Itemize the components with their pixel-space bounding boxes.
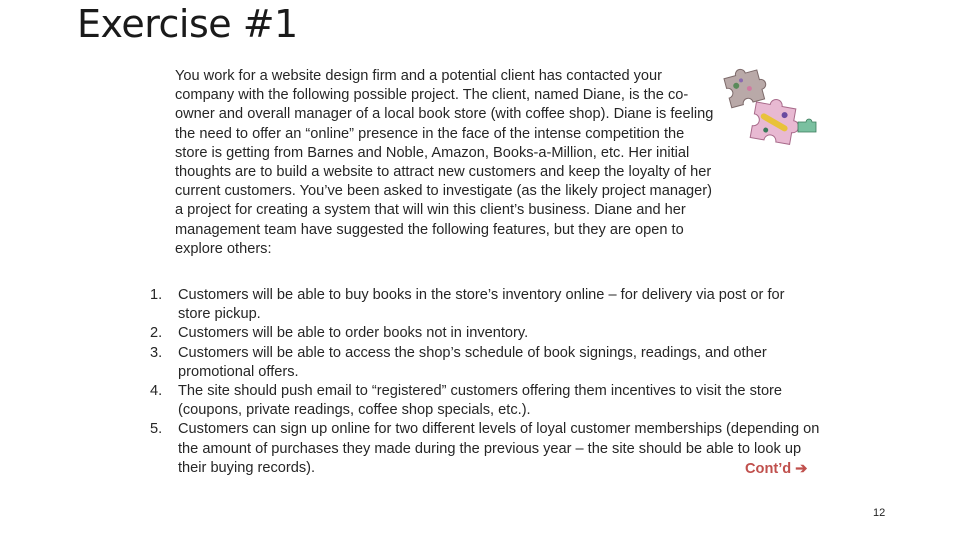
right-arrow-icon: ➔ <box>795 461 808 477</box>
list-item <box>150 324 820 343</box>
list-item <box>150 382 820 420</box>
list-item-number: 3. <box>150 344 163 361</box>
feature-list <box>150 286 820 478</box>
list-item-text: Customers will be able to buy books in the store’s inventory online – for delivery via post or for store pickup. <box>178 287 785 323</box>
list-item-number: 2. <box>150 325 163 342</box>
list-item <box>150 420 820 478</box>
list-item-text: Customers will be able to order books not in inventory. <box>178 325 529 342</box>
slide-title: Exercise #1 <box>77 2 298 46</box>
continued-label <box>745 460 807 477</box>
list-item-text: The site should push email to “registered” customers offering them incentives to visit the store (coupons, private readings, coffee shop specials, etc.). <box>178 383 783 419</box>
page-number: 12 <box>873 507 886 519</box>
list-item-number: 1. <box>150 287 163 303</box>
list-item <box>150 286 820 324</box>
list-item <box>150 344 820 382</box>
continued-text: Cont’d <box>745 461 792 477</box>
list-item-text: Customers can sign up online for two different levels of loyal customer memberships (depending on the amount of purchases they made during the previous year – the site should be able to look up their buying records). <box>178 421 820 476</box>
puzzle-pieces-icon <box>710 62 820 147</box>
list-item-number: 5. <box>150 421 163 438</box>
list-item-number: 4. <box>150 383 163 400</box>
list-item-text: Customers will be able to access the shop’s schedule of book signings, readings, and other promotional offers. <box>178 344 767 380</box>
intro-paragraph: You work for a website design firm and a potential client has contacted your company with the following possible project. The client, named Diane, is the co-owner and overall manager of a local book store (with coffee shop). Diane is feeling the need to offer an “online” presence in the face of the intense competition the store is getting from Barnes and Noble, Amazon, Books-a-Million, etc. Her initial thoughts are to build a website to attract new customers and keep the loyalty of her current customers. You’ve been asked to investigate (as the likely project manager) a project for creating a system that will win this client’s business. Diane and her management team have suggested the following features, but they are open to explore others: <box>175 68 714 257</box>
